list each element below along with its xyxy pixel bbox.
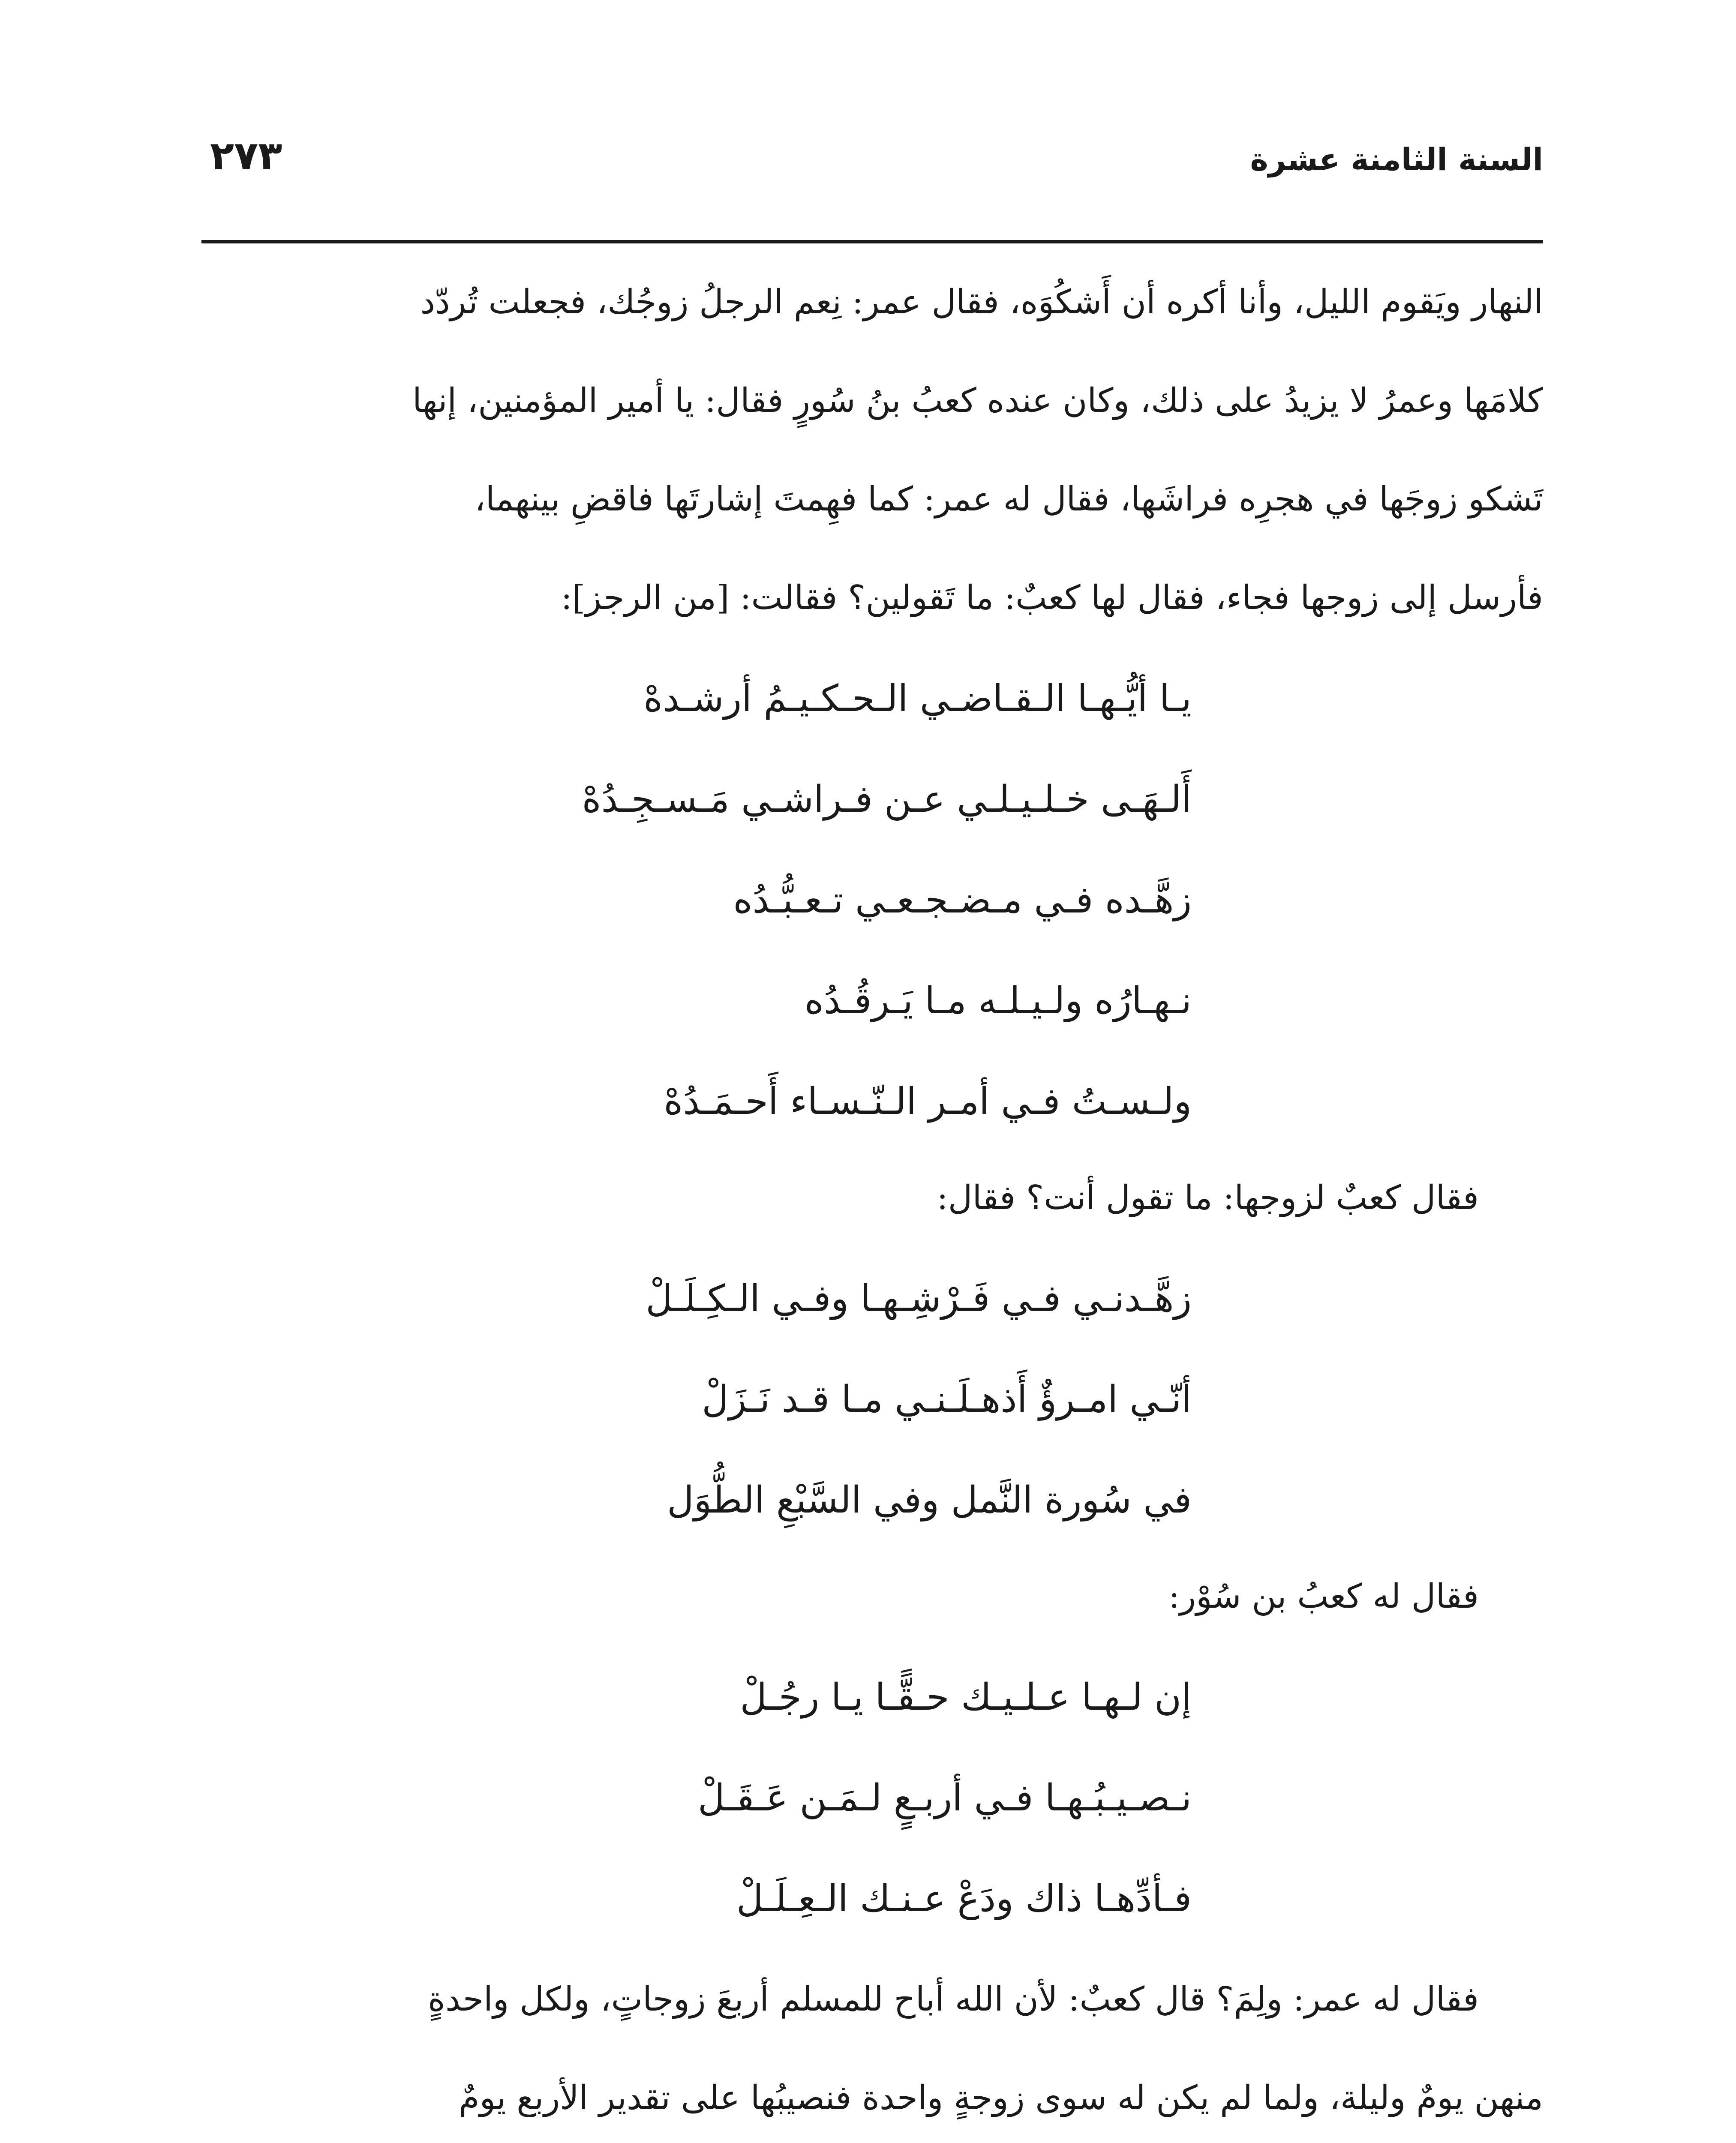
paragraph1-line: تَشكو زوجَها في هجرِه فراشَها، فقال له عمر: كما فهِمتَ إشارتَها فاقضِ بينهما، <box>475 480 1543 519</box>
poem1-verse: يـا أيُّـهـا الـقـاضـي الـحـكـيـمُ أرشـدهْ <box>643 677 1192 720</box>
poem2-verse: أنّـي امـرؤٌ أَذهـلَـنـي مـا قـد نَـزَلْ <box>702 1378 1192 1421</box>
paragraph2-line: فقال له عمر: ولِمَ؟ قال كعبٌ: لأن الله أباح للمسلم أربعَ زوجاتٍ، ولكل واحدةٍ <box>428 1980 1479 2019</box>
intro2-line: فقال كعبٌ لزوجها: ما تقول أنت؟ فقال: <box>937 1179 1479 1217</box>
running-title: السنة الثامنة عشرة <box>1250 141 1543 177</box>
page-number: ٢٧٣ <box>210 133 282 179</box>
header-rule <box>201 240 1543 243</box>
paragraph1-line: النهار ويَقوم الليل، وأنا أكره أن أَشكُوَه، فقال عمر: نِعم الرجلُ زوجُك، فجعلت تُردّد <box>420 283 1543 321</box>
paragraph1-line: فأرسل إلى زوجها فجاء، فقال لها كعبٌ: ما تَقولين؟ فقالت: [من الرجز]: <box>561 579 1543 617</box>
page-header <box>201 133 1543 210</box>
poem1-verse: زهَّـده فـي مـضـجـعـي تـعـبُّـدُه <box>733 879 1192 921</box>
poem2-verse: زهَّـدنـي فـي فَـرْشِـهـا وفـي الـكِـلَـلْ <box>646 1277 1192 1320</box>
paragraph1-line: كلامَها وعمرُ لا يزيدُ على ذلك، وكان عنده كعبُ بنُ سُورٍ فقال: يا أمير المؤمنين، إنها <box>412 381 1543 420</box>
poem3-verse: فـأدِّهـا ذاك ودَعْ عـنـك الـعِـلَـلْ <box>736 1877 1192 1920</box>
poem1-verse: ولـسـتُ فـي أمـر الـنّـسـاء أَحـمَـدُهْ <box>664 1080 1192 1123</box>
poem1-verse: نـهـارُه ولـيـلـه مـا يَـرقُـدُه <box>804 979 1192 1022</box>
paragraph2-line: منهن يومٌ وليلة، ولما لم يكن له سوى زوجةٍ واحدة فنصيبُها على تقدير الأربع يومٌ <box>459 2079 1543 2117</box>
poem1-verse: أَلـهَـى خـلـيـلـي عـن فـراشـي مَـسـجِـدُهْ <box>582 778 1192 821</box>
poem3-verse: نـصـيـبُـهـا فـي أربـعٍ لـمَـن عَـقَـلْ <box>697 1777 1192 1819</box>
poem2-verse: في سُورة النَّمل وفي السَّبْعِ الطُّوَل <box>667 1479 1192 1522</box>
intro3-line: فقال له كعبُ بن سُوْر: <box>1168 1577 1479 1616</box>
poem3-verse: إن لـهـا عـلـيـك حـقًّـا يـا رجُـلْ <box>740 1676 1192 1719</box>
